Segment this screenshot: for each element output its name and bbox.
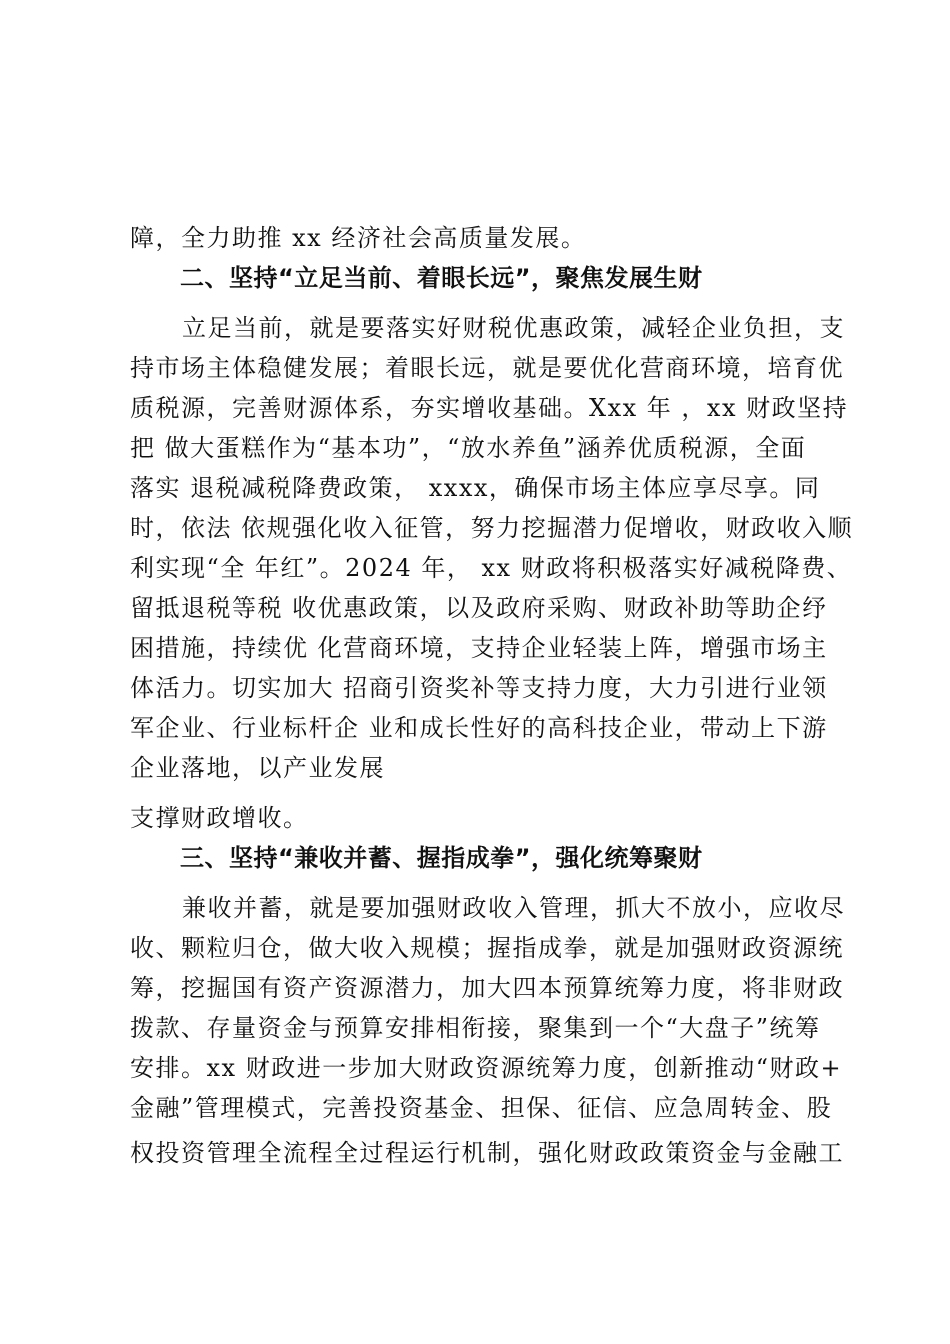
paragraph-line-6: 把 做大蛋糕作为“基本功”，“放水养鱼”涵养优质税源，全面 (130, 434, 807, 462)
paragraph-line-15: 支撑财政增收。 (130, 804, 309, 832)
paragraph-line-20: 拨款、存量资金与预算安排相衔接，聚集到一个“大盘子”统筹 (130, 1014, 821, 1042)
paragraph-line-4: 持市场主体稳健发展；着眼长远，就是要优化营商环境，培育优 (130, 354, 844, 382)
paragraph-line-8: 时，依法 依规强化收入征管，努力挖掘潜力促增收，财政收入顺 (130, 514, 854, 542)
paragraph-line-7: 落实 退税减税降费政策， xxxx，确保市场主体应享尽享。同 (130, 474, 821, 502)
paragraph-line-13: 军企业、行业标杆企 业和成长性好的高科技企业，带动上下游 (130, 714, 828, 742)
paragraph-line-5: 质税源，完善财源体系，夯实增收基础。Xxx 年 ，xx 财政坚持 (130, 394, 849, 422)
section-heading-2: 二、坚持“立足当前、着眼长远”，聚焦发展生财 (180, 264, 703, 292)
paragraph-line-22: 金融”管理模式，完善投资基金、担保、征信、应急周转金、股 (130, 1094, 833, 1122)
section-heading-3: 三、坚持“兼收并蓄、握指成拳”，强化统筹聚财 (180, 844, 703, 872)
paragraph-line-9: 利实现“全 年红”。2024 年， xx 财政将积极落实好减税降费、 (130, 554, 853, 582)
paragraph-line-21: 安排。xx 财政进一步加大财政资源统筹力度，创新推动“财政+ (130, 1054, 843, 1082)
paragraph-line-17: 兼收并蓄，就是要加强财政收入管理，抓大不放小，应收尽 (182, 894, 845, 922)
paragraph-line-12: 体活力。切实加大 招商引资奖补等支持力度，大力引进行业领 (130, 674, 828, 702)
paragraph-line-18: 收、颗粒归仓，做大收入规模；握指成拳，就是加强财政资源统 (130, 934, 844, 962)
paragraph-line-10: 留抵退税等税 收优惠政策，以及政府采购、财政补助等助企纾 (130, 594, 828, 622)
paragraph-line-3: 立足当前，就是要落实好财税优惠政策，减轻企业负担，支 (182, 314, 845, 342)
paragraph-line-1: 障，全力助推 xx 经济社会高质量发展。 (130, 224, 587, 252)
paragraph-line-19: 筹，挖掘国有资产资源潜力，加大四本预算统筹力度，将非财政 (130, 974, 844, 1002)
paragraph-line-14: 企业落地，以产业发展 (130, 754, 385, 782)
paragraph-line-23: 权投资管理全流程全过程运行机制，强化财政政策资金与金融工 (130, 1139, 844, 1167)
paragraph-line-11: 困措施，持续优 化营商环境，支持企业轻装上阵，增强市场主 (130, 634, 828, 662)
